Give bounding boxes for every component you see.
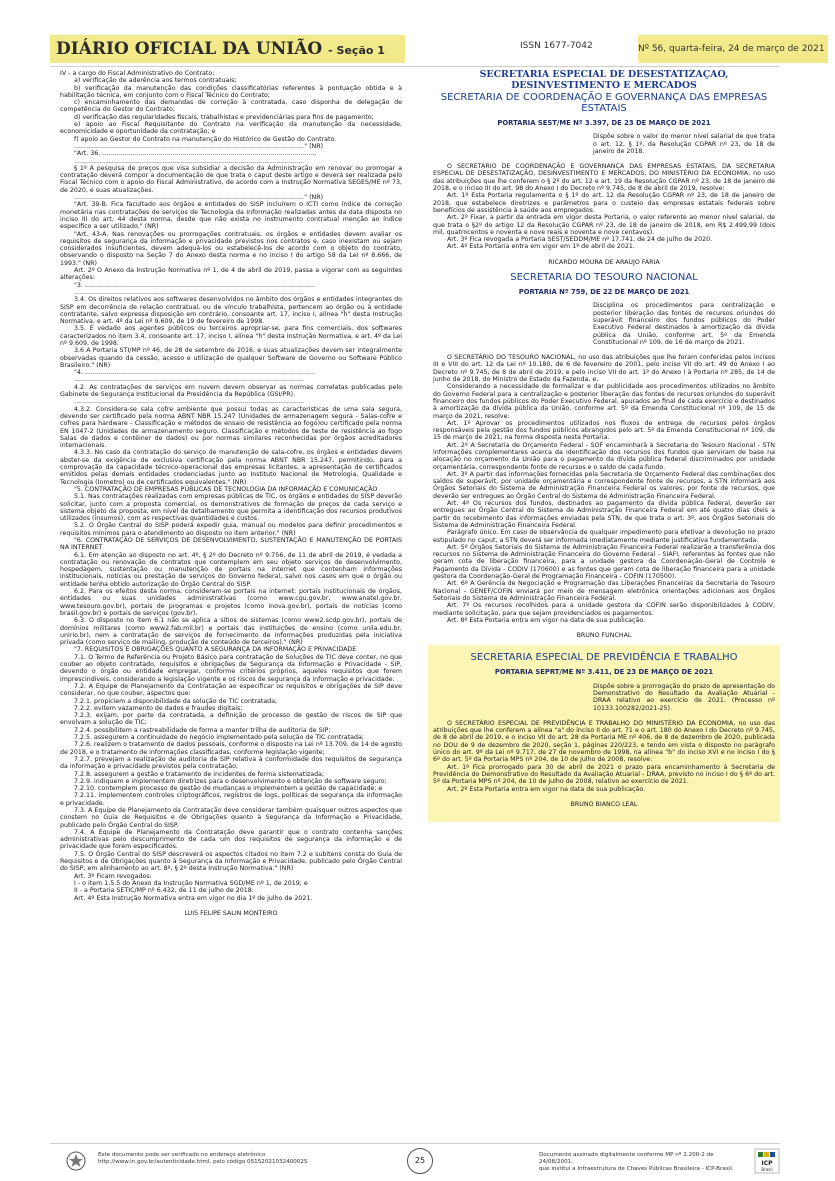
act-paragraph: Art. 7º Os recursos recolhidos para a unidade gestora da COFIN serão disponibilizados à CODIV, mediante solicitação, para que sejam providenciados os pagamentos. (433, 602, 775, 617)
act-paragraph: Considerando a necessidade de formalizar e dar publicidade aos procedimentos utilizados no âmbito do Governo Federal para a centralização e posterior liberação das fontes de recursos oriundos do superávit financeiro dos fundos públicos do Poder Executivo Federal, apurados ao final de cada exercício e destinados à amortização da dívida pública da União, conforme art. 5º da Emenda Constitucional nº 109, de 15 de março de 2021, resolve: (433, 383, 775, 420)
act-paragraph: Parágrafo único. Em caso de observância de qualquer impedimento para efetivar a devolução no prazo estipulado no caput, a STN deverá ser informada imediatamente mediante justificativa fundamentada. (433, 529, 775, 544)
left-paragraph: d) verificação das regularidades fiscais, trabalhistas e previdenciárias para fins de pagamento; (74, 113, 374, 121)
act-summary: Disciplina os procedimentos para centralização e posterior liberação das fontes de recursos oriundos do superávit financeiro dos fundos públicos do Poder Executivo Federal destinados à amortização da dívida pública da União, conforme art. 5º da Emenda Constitucional nº 109, de 16 de março de 2021. (593, 302, 775, 346)
left-paragraph: 7.5. O Órgão Central do SISP descreverá os aspectos citados no item 7.2 e subitens consta do Guia de Requisitos e de Obrigações quanto à Segurança da Informação e Privacidade, publicado pelo Órgão Central do SISP, em alinhamento ao art. 8º, § 2º desta Instrução Normativa." (NR) (60, 850, 402, 873)
coat-of-arms-icon (65, 1150, 87, 1172)
left-paragraph: b) verificação da manutenção das condições classificatórias referentes à pontuação obtida e à habilitação técnica, em conjunto com o Fiscal Técnico do Contrato; (60, 84, 402, 99)
left-signature: LUIS FELIPE SALIN MONTEIRO (184, 909, 278, 917)
act-paragraph: Art. 8º Esta Portaria entra em vigor na data de sua publicação. (447, 616, 646, 624)
act-section (428, 645, 780, 822)
left-paragraph: f) apoio ao Gestor do Contrato na manutenção do Histórico de Gestão do Contrato. (74, 135, 337, 143)
section-label: - Seção 1 (328, 44, 385, 57)
left-paragraph: 4.3.2. Considera-se sala cofre ambiente que possui todas as características de uma sala segura, devendo ser certificado pela norma ABNT NBR 15.247 (Unidades de armazenagem segura - Salas-cofre e cofres para hardware - Classificação e métodos de ensaio de resistência ao fogo)ou certificado pela norma EN 1047-2 (Unidades de armazenamento seguro. Classificação e métodos de teste de resistência ao fogo Salas de dados e contêiner de dados) ou por normas similares reconhecidas por órgãos acreditadores internacionais. (60, 405, 402, 450)
left-paragraph: ................................................................................................................... (74, 376, 305, 384)
left-paragraph: ..................................................................................................................." (NR) (74, 142, 324, 150)
left-paragraph: II - a Portaria SETIC/MP nº 6.432, de 11 de julho de 2018. (74, 887, 254, 895)
left-paragraph: c) encaminhamento das demandas de correção à contratada, caso disponha de delegação de competência do Gestor do Contrato; (60, 99, 402, 114)
journal-title (50, 35, 405, 63)
act-title: PORTARIA SEPRT/ME Nº 3.411, DE 23 DE MARÇO DE 2021 (494, 668, 714, 677)
left-paragraph: 7.2.5. assegurem a continuidade do negócio implementado pela solução de TIC contratada; (74, 734, 364, 742)
left-paragraph: 7.2.8. assegurem a gestão e tratamento de incidentes de forma sistematizada; (74, 770, 325, 778)
act-paragraph: O SECRETÁRIO ESPECIAL DE PREVIDÊNCIA E TRABALHO DO MINISTÉRIO DA ECONOMIA, no uso das atribuições que lhe conferem a alínea "a" do inciso II do art. 71 e o art. 180 do Anexo I do Decreto nº 9.745, de 8 de abril de 2019, e o inciso VII do art. 28 da Portaria ME nº 406, de 8 de dezembro de 2020, publicada no DOU de 9 de dezembro de 2020, seção 1, páginas 220/223, e tendo em vista o disposto no parágrafo único do art. 9º da Lei nº 9.717, de 27 de novembro de 1998, na alínea "b" do inciso XVI e no inciso I do § 6º do art. 5º da Portaria MPS nº 204, de 10 de julho de 2008, resolve: (433, 719, 775, 764)
left-paragraph: 7.2.7. prevejam a realização de auditoria de SIP relativa à conformidade dos requisitos de segurança da informação e privacidade previstos pela contratação; (60, 755, 402, 771)
issn: ISSN 1677-7042 (520, 41, 593, 51)
left-paragraph: 3.5. É vedado aos agentes públicos ou terceiros apropriar-se, para fins comerciais, dos softwares caracterizados no item 3.4, consoante art. 17, inciso I, alínea "h" desta Instrução Normativa, e art. 4º da Lei nº 9.609, de 1998. (60, 325, 402, 347)
left-column-body (60, 70, 402, 902)
left-paragraph: 7.2.11. implementem controles criptográficos, registros de logs, políticas de segurança da informação e privacidade. (60, 792, 402, 807)
left-paragraph: "Art. 39-B. Fica facultado aos órgãos e entidades do SISP incluírem o ICTI como índice de correção monetária nas contratações de serviços de Tecnologia da Informação realizadas antes da data disposta no inciso III do art. 44 desta norma, desde que não exista no instrumento contratual menção ao índice específico a ser utilizado." (NR) (60, 201, 402, 231)
act-section (428, 70, 780, 266)
footer-divider (50, 1143, 780, 1144)
verification-line-1: Este documento pode ser verificado no endereço eletrônico (98, 1152, 266, 1158)
left-paragraph: 3.6 A Portaria STI/MP nº 46, de 28 de setembro de 2016, e suas atualizações devem ser integralmente observadas quando da cessão, acesso e utilização de qualquer Software de Governo ou Software Público Brasileiro." (NR) (60, 347, 402, 369)
act-paragraph: Art. 5º Órgãos Setoriais do Sistema de Administração Financeira Federal realizarão a transferência dos recursos no Sistema de Administração Financeira do Governo Federal - SIAFI, referentes às fontes que não geram cota de liberação financeira, para a unidade gestora da Coordenação-Geral de Controle e Pagamento da Dívida - CODIV (170600) e as fontes que geram cota de liberação financeira para a unidade gestora da Coordenação-Geral de Programação Financeira - COFIN (170500). (433, 543, 775, 581)
left-paragraph: ................................................................................................................... (74, 157, 305, 165)
left-paragraph: a) verificação de aderência aos termos contratuais; (74, 77, 237, 85)
secretariat-heading: SECRETARIA ESPECIAL DE DESESTATIZAÇÃO, DESINVESTIMENTO E MERCADOS (479, 70, 729, 91)
left-paragraph: 7.2.6. realizem o tratamento de dados pessoais, conforme o disposto na Lei nº 13.709, de 14 de agosto de 2018, e o tratamento de informações classificadas, conforme legislação vigente; (60, 741, 402, 756)
left-paragraph: I - o item 1.5.5 do Anexo da Instrução Normativa SGD/ME nº 1, de 2019; e (74, 879, 308, 887)
right-column-body (428, 70, 780, 822)
secretariat-subheading: SECRETARIA DO TESOURO NACIONAL (510, 272, 698, 284)
act-title: PORTARIA Nº 759, DE 22 DE MARÇO DE 2021 (518, 288, 690, 297)
left-paragraph: "4. ................................................................................................................... (74, 369, 316, 377)
left-paragraph: Art. 3º Ficam revogados: (74, 872, 152, 880)
verification-note (98, 1152, 308, 1166)
left-paragraph: ................................................................................................................... (74, 398, 305, 406)
left-paragraph: 7.2.1. propiciem a disponibilidade da solução de TIC contratada; (74, 697, 278, 705)
act-paragraph: O SECRETÁRIO DE COORDENAÇÃO E GOVERNANÇA DAS EMPRESAS ESTATAIS, DA SECRETARIA ESPECIAL DE DESESTATIZAÇÃO, DESINVESTIMENTO E MERCADOS, DO MINISTÉRIO DA ECONOMIA, no uso das atribuições que lhe conferem o § 2º do art. 12 e art. 19 da Resolução CGPAR nº 23, de 18 de janeiro de 2018, e o inciso III do art. 98 do Anexo I do Decreto nº 9.745, de 8 de abril de 2019, resolve: (433, 163, 775, 193)
left-paragraph: 7.1. O Termo de Referência ou Projeto Básico para contratação de Soluções de TIC deve conter, no que couber ao objeto contratado, requisitos e obrigações de Segurança da Informação e Privacidade - SIP, devendo o órgão ou entidade empregar, conforme critérios próprios, aqueles requisitos que forem imprescindíveis, considerando a legislação vigente e os riscos de segurança da informação e privacidade. (60, 653, 402, 683)
act-paragraph: Art. 2º Fixar, a partir da entrada em vigor desta Portaria, o valor referente ao menor nível salarial, de que trata o §2º do artigo 12 da Resolução CGPAR nº 23, de 18 de janeiro de 2018, em R$ 2.499,99 (dois mil, quatrocentos e noventa e nove reais e noventa e nove centavos). (433, 214, 775, 236)
act-section (428, 272, 780, 639)
page-footer (50, 1148, 780, 1174)
act-paragraph: Art. 4º Os recursos dos fundos, destinados ao pagamento da dívida pública federal, deverão ser entregues ao Órgão Central do Sistema de Administração Financeira Federal em até quatro dias úteis a partir do recebimento das informações enviadas pela STN, de que trata o art. 3º, aos Órgãos Setoriais do Sistema de Administração Financeira Federal. (433, 500, 775, 529)
left-paragraph: 7.2.10. contemplem processo de gestão de mudanças e implementem a gestão de capacidade; e (74, 785, 383, 793)
left-paragraph: § 1º A pesquisa de preços que visa subsidiar a decisão da Administração em renovar ou prorrogar a contratação deverá compor a documentação de que trata o caput deste artigo e deverá ser realizada pelo Fiscal Técnico com o apoio do Fiscal Administrativo, de acordo com a Instrução Normativa SEGES/ME nº 73, de 2020, e suas atualizações. (60, 164, 402, 194)
svg-text:ICP: ICP (761, 1160, 773, 1167)
left-paragraph: 7.2.2. evitem vazamento de dados e fraudes digitais; (74, 704, 243, 712)
act-paragraph: Art. 2º Esta Portaria entra em vigor na data de sua publicação. (447, 785, 646, 793)
act-paragraph: Art. 1º Aprovar os procedimentos utilizados nos fluxos de entrega de recursos pelos órgãos responsáveis pela gestão dos fundos públicos abrangidos pelo art. 5º da Emenda Constitucional nº 109, de 15 de março de 2021, na forma disposta nesta Portaria. (433, 419, 775, 442)
left-paragraph: "Art. 43-A. Nas renovações ou prorrogações contratuais, os órgãos e entidades devem avaliar os requisitos de segurança da informação e privacidade previstos nos contratos e, caso inexistam ou sejam considerados insuficientes, devem adequá-los ou estabelecê-los de acordo com o objeto do contrato, observando o disposto na Seção 7 do Anexo desta norma e no inciso I do artigo 58 da Lei nº 8.666, de 1993." (NR) (60, 230, 402, 267)
left-paragraph: IV - a cargo do Fiscal Administrativo do Contrato: (60, 70, 215, 77)
left-paragraph: 7.2.9. indiquem e implementem diretrizes para o desenvolvimento e obtenção de software seguro; (74, 777, 387, 785)
right-column (428, 70, 780, 1140)
left-paragraph: 4.3.3. No caso da contratação do serviço de manutenção de sala-cofre, os órgãos e entidades devem abster-se da exigência de exclusiva certificação pela norma ABNT NBR 15.247, permitindo, para a comprovação da capacidade técnico-operacional das empresas licitantes, a apresentação de certificados emitidos pelas demais entidades credenciadas junto ao Instituto Nacional de Metrologia, Qualidade e Tecnologia (Inmetro) ou de certificados equivalentes." (NR) (60, 449, 402, 486)
left-paragraph: 5.1. Nas contratações realizadas com empresas públicas de TIC, os órgãos e entidades do SISP deverão solicitar, junto com a proposta comercial, os demonstrativos de formação de preços de cada serviço e sistema objeto da proposta, em nível de detalhamento que permita a identificação dos recursos produtivos utilizados (insumos), com as respectivas quantidades e custos. (60, 493, 402, 523)
secretariat-subheading: SECRETARIA ESPECIAL DE PREVIDÊNCIA E TRABALHO (470, 652, 738, 664)
act-paragraph: Art. 1º Fica prorrogado para 30 de abril de 2021 o prazo para encaminhamento à Secretaria de Previdência do Demonstrativo do Resultado da Avaliação Atuarial - DRAA, previsto no inciso I do § 6º do art. 5º da Portaria MPS nº 204, de 10 de julho de 2008, relativo ao exercício de 2021. (433, 763, 775, 786)
left-paragraph: 7.2. A Equipe de Planejamento da Contratação ao especificar os requisitos e obrigações de SIP deve considerar, no que couber, aspectos que: (60, 682, 402, 698)
left-paragraph: "6. CONTRATAÇÃO DE SERVIÇOS DE DESENVOLVIMENTO, SUSTENTAÇÃO E MANUTENÇÃO DE PORTAIS NA INTERNET (60, 537, 402, 552)
left-paragraph: 7.2.3. exijam, por parte da contratada, a definição de processo de gestão de riscos de SIP que envolvam a solução de TIC; (60, 712, 402, 727)
left-paragraph: 6.2. Para os efeitos desta norma, consideram-se portais na internet: portais institucionais de órgãos, entidades ou suas unidades administrativas (como www.cgu.gov.br, www.anatel.gov.br, www.tesouro.gov.br), portais de programas e projetos (como inova.gov.br), portais de notícias (como brasil.gov.br) e portais de serviços (gov.br). (60, 588, 402, 617)
signature-note (539, 1152, 749, 1173)
edition-date: Nº 56, quarta-feira, 24 de março de 2021 (638, 35, 828, 63)
act-signature: RICARDO MOURA DE ARAUJO FARIA (548, 258, 660, 266)
left-paragraph: Art. 4º Esta Instrução Normativa entra em vigor no dia 1º de julho de 2021. (74, 894, 313, 902)
left-paragraph: ..................................................................................................................." (NR) (74, 194, 324, 202)
signature-line-2: que institui a Infraestrutura de Chaves Públicas Brasileira - ICP-Brasil. (539, 1166, 734, 1172)
act-paragraph: Art. 6º A Gerência de Negociação e Programação das Liberações Financeiras da Secretaria do Tesouro Nacional - GENEF/COFIN enviará por meio de mensagem eletrônica orientações adicionais aos Órgãos Setoriais do Sistema de Administração Financeira Federal. (433, 580, 775, 602)
act-summary: Dispõe sobre o valor do menor nível salarial de que trata o art. 12, § 1º, da Resolução CGPAR nº 23, de 18 de janeiro de 2018. (593, 133, 775, 155)
header-divider (50, 66, 780, 67)
act-paragraph: Art. 4º Esta Portaria entra em vigor em 1º de abril de 2021. (447, 243, 635, 251)
page-header (50, 35, 825, 65)
left-paragraph: "5. CONTRATAÇÃO DE EMPRESAS PÚBLICAS DE TECNOLOGIA DA INFORMAÇÃO E COMUNICAÇÃO (74, 485, 378, 493)
secretariat-subheading: SECRETARIA DE COORDENAÇÃO E GOVERNANÇA DAS EMPRESAS ESTATAIS (440, 92, 768, 114)
left-paragraph: 7.2.4. possibilitem a rastreabilidade de forma a manter trilha de auditoria de SIP; (74, 726, 331, 734)
left-paragraph: "7. REQUISITOS E OBRIGAÇÕES QUANTO A SEGURANÇA DA INFORMAÇÃO E PRIVACIDADE (74, 646, 357, 654)
journal-title-text: DIÁRIO OFICIAL DA UNIÃO (56, 39, 323, 59)
left-paragraph: "Art. 36. ........................................................................................................... (74, 150, 317, 158)
act-paragraph: Art. 3º Fica revogada a Portaria SEST/SEDDM/ME nº 17.741, de 24 de julho de 2020. (447, 236, 713, 244)
act-signature: BRUNO BIANCO LEAL (570, 800, 638, 808)
left-paragraph: 6.3. O disposto no item 6.1 não se aplica a sítios de sistemas (como www2.scdp.gov.br), portais de domínios militares (como www2.fab.mil.br) e portais das instituições de ensino (como unila.edu.br, unirio.br), nem a contratação de serviços de fornecimento de informações produzidas pela iniciativa privada (como serviço de mailing, produção de conteúdo de terceiros)." (NR) (60, 617, 402, 647)
left-paragraph: ................................................................................................................... (74, 288, 305, 296)
left-paragraph: 4.2. As contratações de serviços em nuvem devem observar as normas correlatas publicadas pelo Gabinete de Segurança Institucional da Presidência da República (GSI/PR). (60, 383, 402, 399)
act-paragraph: Art. 3º A partir das informações fornecidas pela Secretaria de Orçamento Federal das combinações dos saldos de superávit, por unidade orçamentária e correspondente fonte de recursos, a STN informará aos Órgãos Setoriais do Sistema de Administração Financeira Federal os valores, por fonte de recursos, que deverão ser entregues ao Órgão Central do Sistema de Administração Financeira Federal. (433, 470, 775, 500)
left-paragraph: 3.4. Os direitos relativos aos softwares desenvolvidos no âmbito dos órgãos e entidades integrantes do SISP em decorrência de relação contratual, ou de vínculo trabalhista, pertencem ao órgão ou à entidade contratante, salvo expressa disposição em contrário, consoante art. 17, inciso I, alínea "h" desta Instrução Normativa, e art. 4º da Lei nº 9.609, de 19 de fevereiro de 1998. (60, 296, 402, 326)
left-paragraph: Art. 2º O Anexo da Instrução Normativa nº 1, de 4 de abril de 2019, passa a vigorar com as seguintes alterações: (60, 267, 402, 282)
icp-brasil-logo-icon (754, 1148, 780, 1174)
act-signature: BRUNO FUNCHAL (576, 632, 632, 640)
left-paragraph: "3. ................................................................................................................... (74, 281, 316, 289)
left-paragraph: 7.4. A Equipe de Planejamento da Contratação deve garantir que o contrato contenha sanções administrativas pelo descumprimento de cada um dos requisitos de segurança da informação e de privacidade que forem especificados. (60, 828, 402, 851)
left-paragraph: 5.2. O Órgão Central do SISP poderá expedir guia, manual ou modelos para definir procedimentos e requisitos mínimos para o atendimento ao disposto no item anterior." (NR) (60, 522, 402, 537)
verification-line-2: http://www.in.gov.br/autenticidade.html, pelo código 05152021032400025 (98, 1159, 308, 1165)
page-number: 25 (407, 1148, 433, 1174)
left-column (60, 70, 402, 1140)
left-paragraph: 7.3. A Equipe de Planejamento da Contratação deve considerar também quaisquer outros aspectos que constem no Guia de Requisitos e de Obrigações quanto à Segurança da Informação e Privacidade, publicado pelo Órgão Central do SISP. (60, 806, 402, 829)
signature-line-1: Documento assinado digitalmente conforme MP nº 2.200-2 de 24/08/2001, (539, 1152, 714, 1165)
act-paragraph: Art. 2º A Secretaria de Orçamento Federal - SOF encaminhará à Secretaria do Tesouro Nacional - STN informações complementares acerca da identificação dos recursos dos fundos que serviram de base na alocação no orçamento da União para o pagamento da dívida pública federal discriminados por unidade orçamentária, correspondente fonte de recursos e o saldo de cada fundo. (433, 441, 775, 471)
act-title: PORTARIA SEST/ME Nº 3.397, DE 23 DE MARÇO DE 2021 (497, 119, 711, 127)
act-paragraph: O SECRETÁRIO DO TESOURO NACIONAL, no uso das atribuições que lhe foram conferidas pelos incisos III e VIII do art. 12 da Lei nº 10.180, de 6 de fevereiro de 2001, pelo inciso VII do art. 49 do Anexo I ao Decreto nº 9.745, de 8 de abril de 2019, e pelo inciso VII do art. 1º do Anexo I à Portaria nº 285, de 14 de junho de 2018, do Ministro de Estado da Fazenda, e, (433, 354, 775, 384)
act-summary: Dispõe sobre a prorrogação do prazo de apresentação do Demonstrativo do Resultado da Avaliação Atuarial - DRAA relativo ao exercício de 2021. (Processo nº 10133.100282/2021-25). (593, 682, 775, 712)
left-paragraph: 6.1. Em atenção ao disposto no art. 4º, § 2º do Decreto nº 9.756, de 11 de abril de 2019, é vedada a contratação ou renovação de contratos que contemplem em seu objeto serviços de desenvolvimento, hospedagem, sustentação ou manutenção de portais na internet que contenham informações institucionais, notícias ou prestação de serviços do Governo federal, salvo nos casos em que o órgão ou entidade tenha obtido autorização do Órgão Central do SISP. (60, 551, 402, 588)
left-paragraph: e) apoio ao Fiscal Requisitante do Contrato na verificação da manutenção da necessidade, economicidade e oportunidade da contratação; e (60, 121, 402, 136)
svg-text:Brasil: Brasil (761, 1167, 773, 1172)
act-paragraph: Art. 1º Esta Portaria regulamenta o § 1º do art. 12 da Resolução CGPAR nº 23, de 18 de janeiro de 2018, que estabelece diretrizes e parâmetros para o custeio das empresas estatais federais sobre benefícios de assistência à saúde aos empregados. (433, 192, 775, 214)
